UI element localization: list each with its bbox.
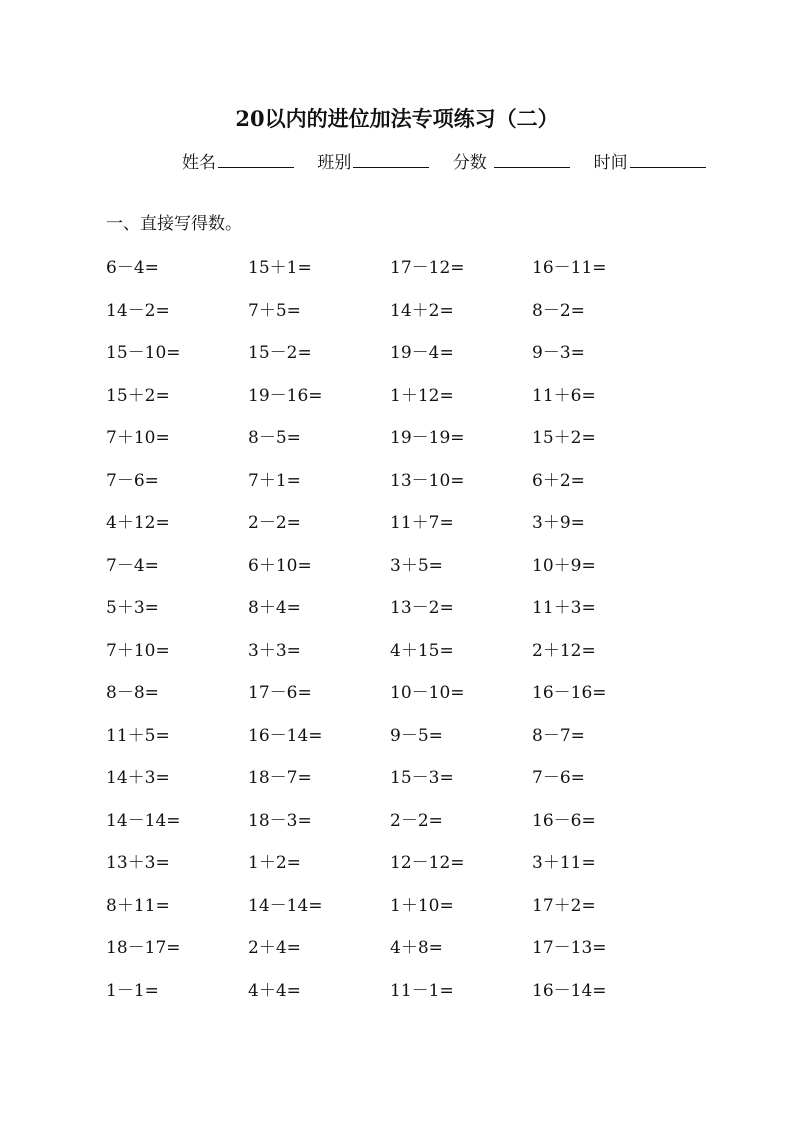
problem-row <box>106 551 706 594</box>
problem-row <box>106 976 706 1019</box>
problem-item: 18－3= <box>248 810 312 831</box>
section-heading: 一、直接写得数。 <box>106 214 242 234</box>
problem-item: 14－14= <box>106 810 181 831</box>
problem-item: 11＋3= <box>532 598 596 618</box>
problem-item: 17＋2= <box>532 895 596 916</box>
problem-item: 13－2= <box>390 598 454 618</box>
problem-item: 11＋6= <box>532 385 596 406</box>
problem-item: 14－14= <box>248 895 323 916</box>
problem-item: 1＋10= <box>390 895 454 916</box>
problem-item: 2－2= <box>248 513 301 533</box>
problem-item: 7＋10= <box>106 428 170 448</box>
problem-item: 10－10= <box>390 683 465 703</box>
problem-item: 4＋8= <box>390 938 443 958</box>
problem-item: 2＋12= <box>532 640 596 661</box>
problem-item: 11－1= <box>390 980 454 1001</box>
score-field: 分数 <box>453 148 570 173</box>
problem-item: 16－14= <box>248 725 323 746</box>
problem-item: 9－3= <box>532 343 585 363</box>
problem-item: 2＋4= <box>248 938 301 958</box>
name-blank[interactable] <box>218 151 294 168</box>
problem-row <box>106 338 706 381</box>
problem-item: 14＋2= <box>390 300 454 321</box>
problem-row <box>106 763 706 806</box>
problem-grid <box>106 253 706 1018</box>
problem-item: 12－12= <box>390 853 465 873</box>
problem-item: 16－11= <box>532 258 607 278</box>
problem-item: 13＋3= <box>106 853 170 873</box>
problem-row <box>106 848 706 891</box>
problem-item: 7－6= <box>106 470 159 491</box>
problem-item: 4＋4= <box>248 980 301 1001</box>
problem-item: 2－2= <box>390 810 443 831</box>
problem-row <box>106 636 706 679</box>
problem-item: 14－2= <box>106 300 170 321</box>
problem-item: 4＋15= <box>390 640 454 661</box>
problem-item: 15＋1= <box>248 258 312 278</box>
problem-item: 11＋7= <box>390 513 454 533</box>
problem-item: 1＋12= <box>390 385 454 406</box>
problem-item: 18－7= <box>248 768 312 788</box>
problem-row <box>106 508 706 551</box>
problem-item: 4＋12= <box>106 513 170 533</box>
score-blank[interactable] <box>494 151 570 168</box>
problem-item: 8＋4= <box>248 598 301 618</box>
problem-row <box>106 466 706 509</box>
student-info-line <box>182 148 724 173</box>
problem-item: 15－3= <box>390 768 454 788</box>
problem-item: 6＋2= <box>532 470 585 491</box>
problem-item: 19－16= <box>248 385 323 406</box>
problem-item: 13－10= <box>390 470 465 491</box>
problem-item: 8－7= <box>532 725 585 746</box>
problem-item: 17－6= <box>248 683 312 703</box>
problem-item: 19－4= <box>390 343 454 363</box>
problem-item: 5＋3= <box>106 598 159 618</box>
problem-row <box>106 806 706 849</box>
problem-row <box>106 253 706 296</box>
problem-item: 17－13= <box>532 938 607 958</box>
problem-item: 16－14= <box>532 980 607 1001</box>
problem-item: 3＋9= <box>532 513 585 533</box>
problem-item: 15＋2= <box>106 385 170 406</box>
problem-item: 7－4= <box>106 555 159 576</box>
problem-item: 1＋2= <box>248 853 301 873</box>
problem-row <box>106 381 706 424</box>
class-blank[interactable] <box>353 151 429 168</box>
problem-item: 16－6= <box>532 810 596 831</box>
problem-item: 7＋5= <box>248 300 301 321</box>
problem-item: 8－8= <box>106 683 159 703</box>
problem-item: 17－12= <box>390 258 465 278</box>
worksheet-title: 20以内的进位加法专项练习（二） <box>235 106 559 131</box>
problem-row <box>106 891 706 934</box>
problem-row <box>106 933 706 976</box>
problem-item: 11＋5= <box>106 725 170 746</box>
problem-item: 7＋1= <box>248 470 301 491</box>
class-field: 班别 <box>317 148 429 173</box>
problem-item: 18－17= <box>106 938 181 958</box>
problem-item: 1－1= <box>106 980 159 1001</box>
problem-row <box>106 296 706 339</box>
problem-item: 8－5= <box>248 428 301 448</box>
problem-item: 14＋3= <box>106 768 170 788</box>
problem-item: 6－4= <box>106 258 159 278</box>
problem-row <box>106 678 706 721</box>
problem-item: 19－19= <box>390 428 465 448</box>
problem-item: 6＋10= <box>248 555 312 576</box>
problem-item: 8＋11= <box>106 895 170 916</box>
problem-item: 15－10= <box>106 343 181 363</box>
name-field: 姓名 <box>182 148 294 173</box>
problem-item: 3＋11= <box>532 853 596 873</box>
problem-row <box>106 721 706 764</box>
problem-item: 3＋3= <box>248 640 301 661</box>
problem-item: 8－2= <box>532 300 585 321</box>
problem-item: 15＋2= <box>532 428 596 448</box>
problem-item: 3＋5= <box>390 555 443 576</box>
time-field: 时间 <box>594 148 706 173</box>
problem-row <box>106 593 706 636</box>
problem-item: 7－6= <box>532 768 585 788</box>
problem-item: 15－2= <box>248 343 312 363</box>
problem-row <box>106 423 706 466</box>
problem-item: 9－5= <box>390 725 443 746</box>
problem-item: 10＋9= <box>532 555 596 576</box>
problem-item: 7＋10= <box>106 640 170 661</box>
time-blank[interactable] <box>630 151 706 168</box>
problem-item: 16－16= <box>532 683 607 703</box>
